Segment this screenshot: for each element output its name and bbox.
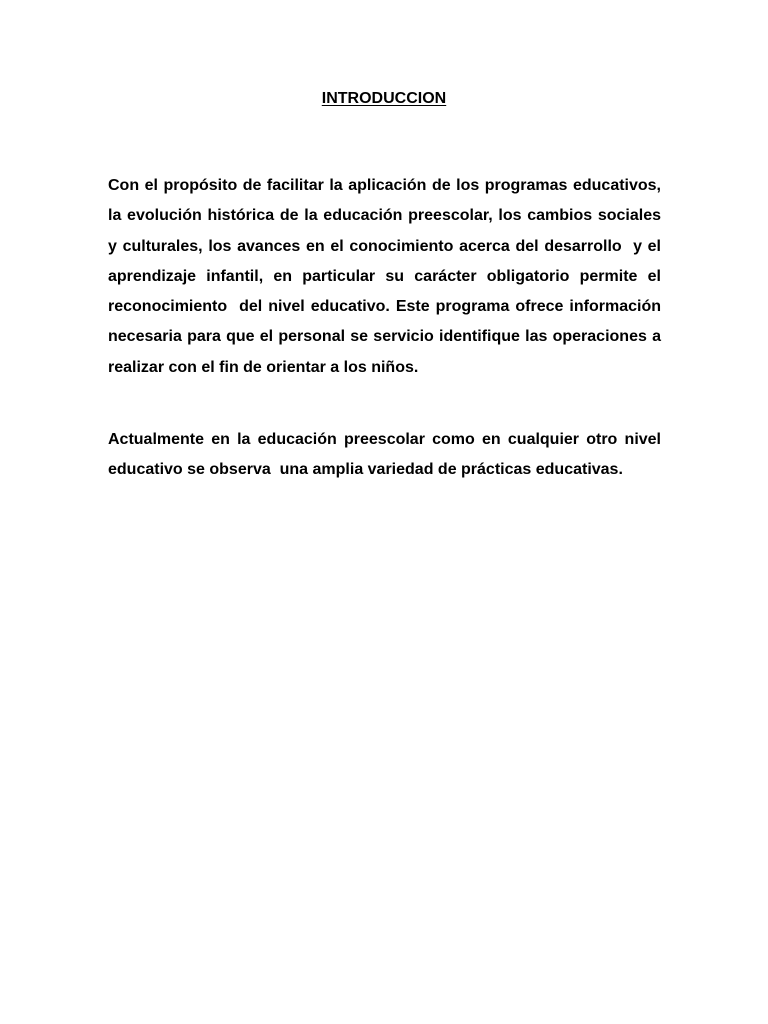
paragraph-2: Actualmente en la educación preescolar como en cualquier otro nivel educativo se observa una amplia variedad de prácticas educativas. bbox=[108, 431, 666, 479]
document-title: INTRODUCCION bbox=[321, 90, 447, 107]
paragraph-1: Con el propósito de facilitar la aplicación de los programas educativos, la evolución histórica de la educación preescolar, los cambios sociales y culturales, los avances en el conocimiento acerca del desarrollo y el aprendizaje infantil, en particular su carácter obligatorio permite el reconocimiento del nivel educativo. Este programa ofrece información necesaria para que el personal se servicio identifique las operaciones a realizar con el fin de orientar a los niños. bbox=[108, 177, 666, 376]
